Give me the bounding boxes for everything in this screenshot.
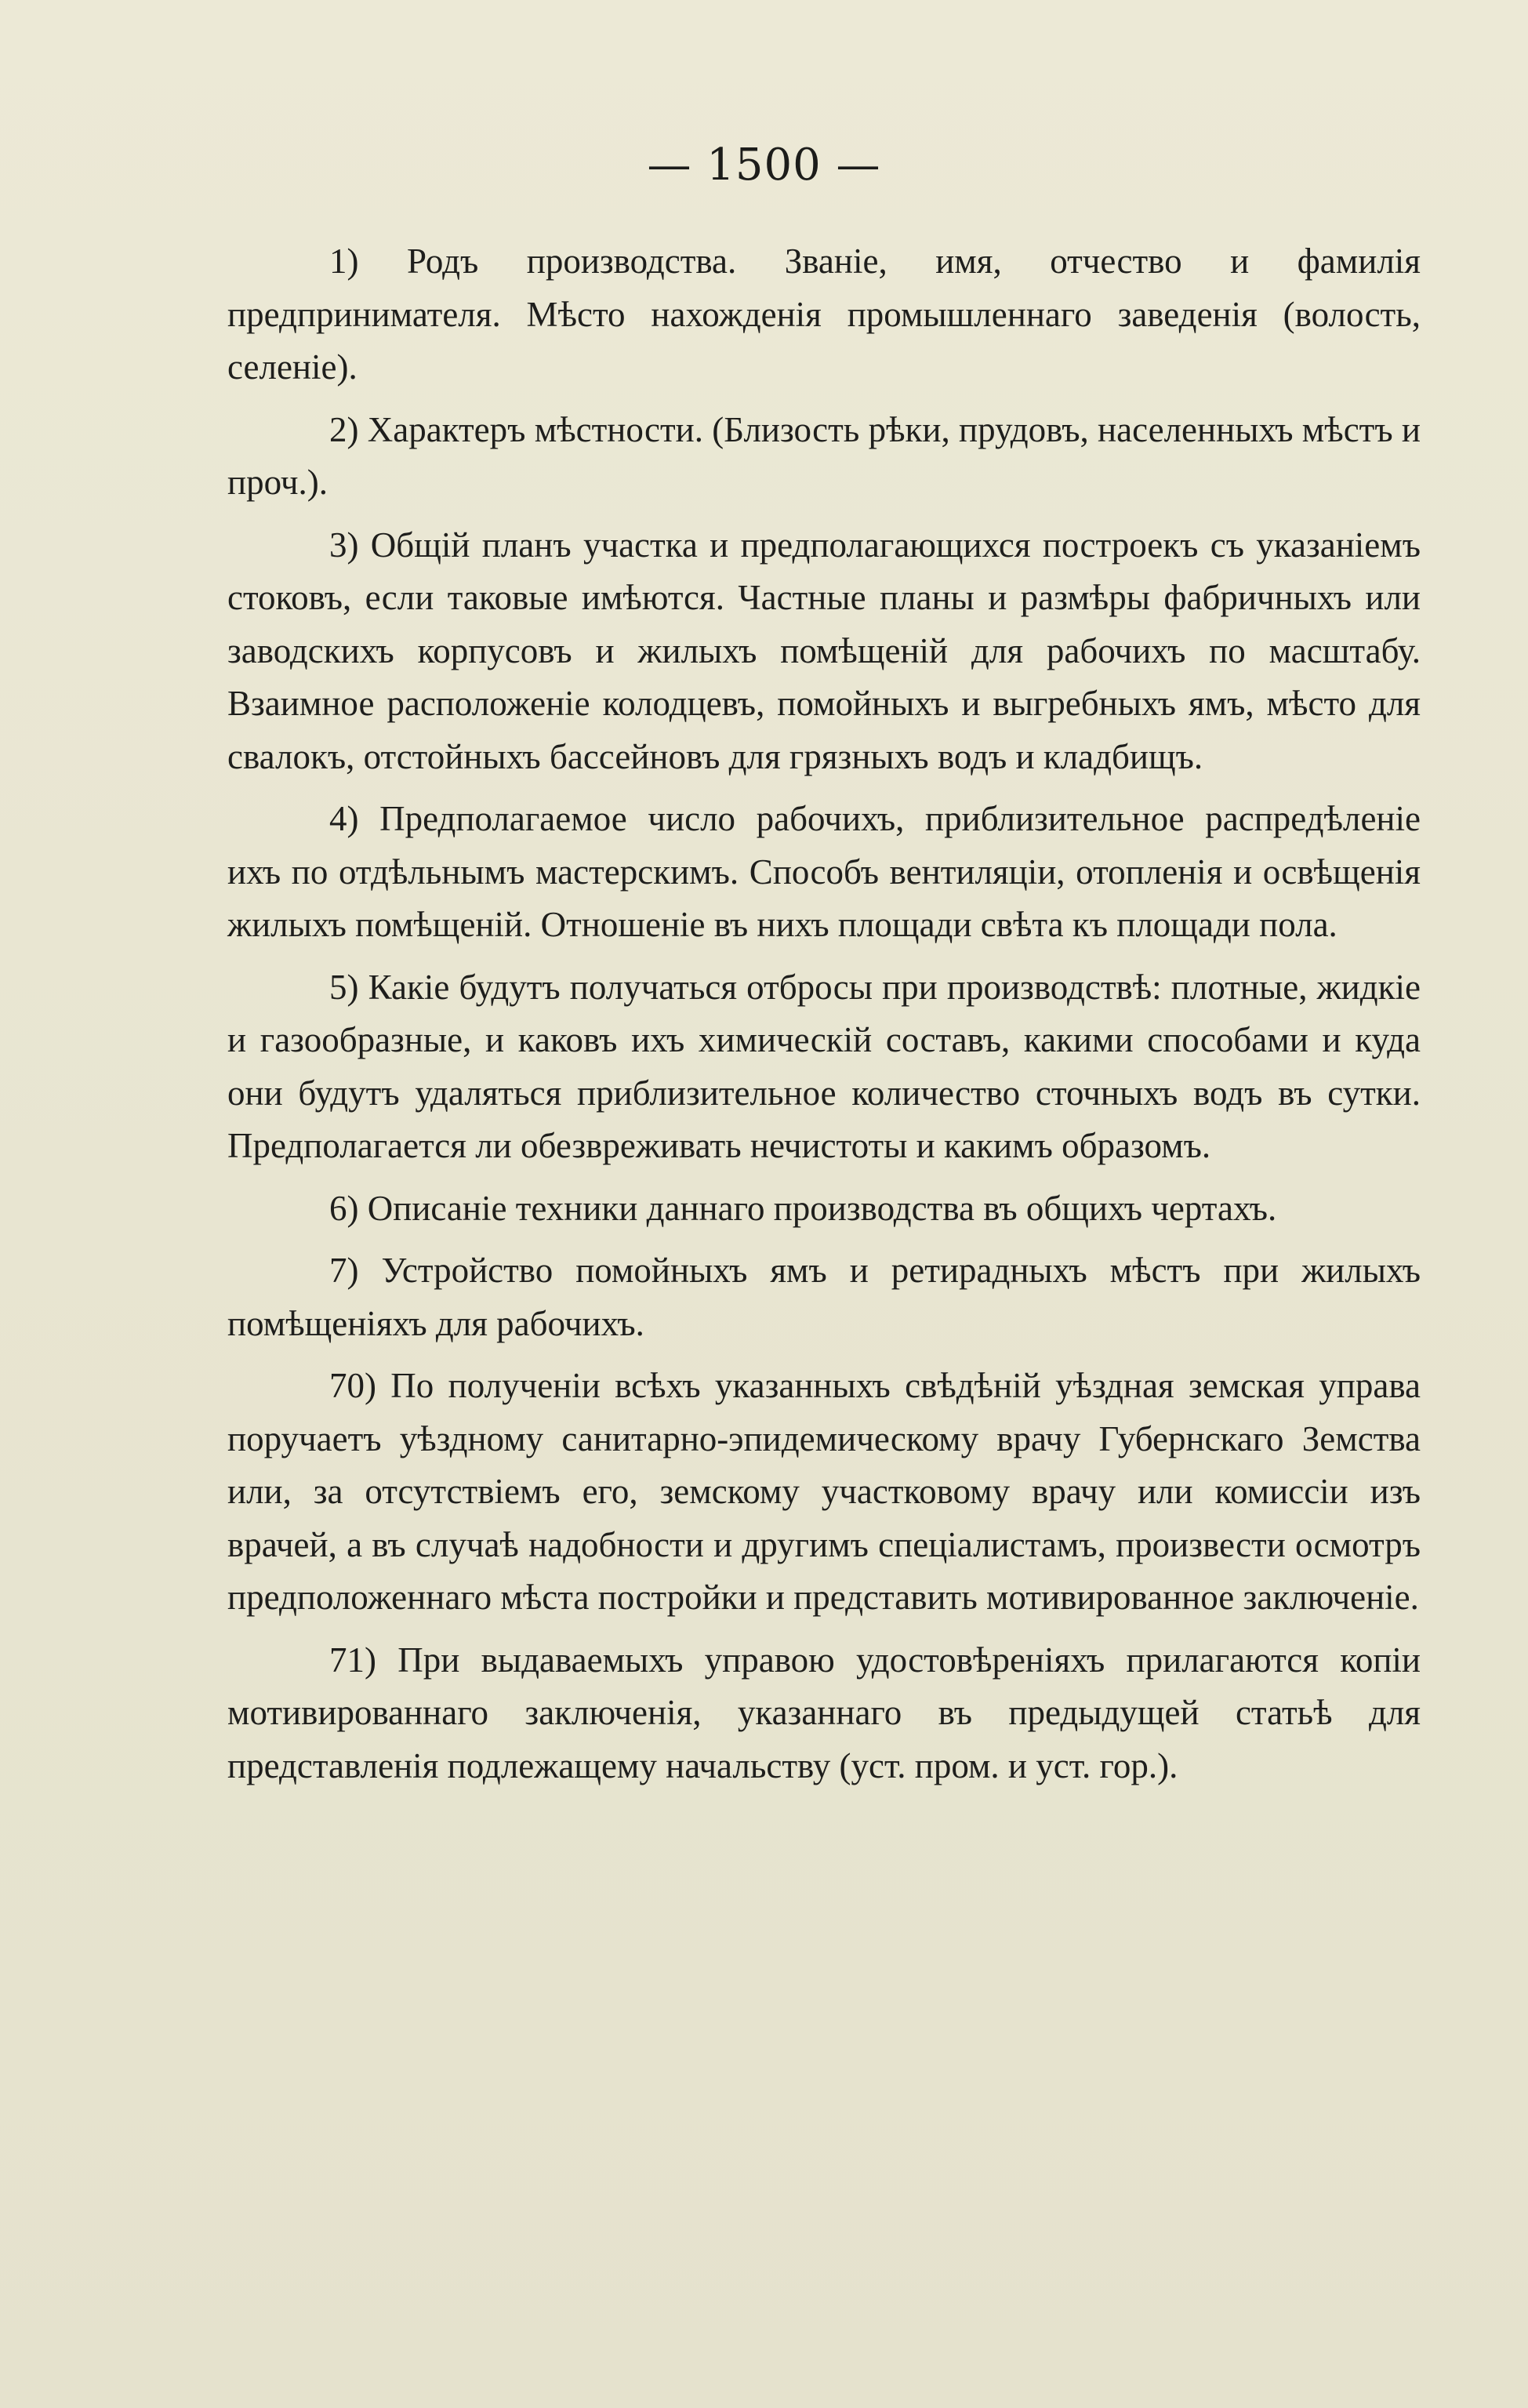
paragraph-1: 1) Родъ производства. Званіе, имя, отчество и фамилія предпринимателя. Мѣсто нахожденія промышленнаго заведенія (волость, селеніе). [227,242,1421,387]
paragraph-3: 3) Общій планъ участка и предполагающихся построекъ съ указаніемъ стоковъ, если таковые имѣются. Частные планы и размѣры фабричныхъ или заводскихъ корпусовъ и жилыхъ помѣщеній для рабочихъ по масштабу. Взаимное расположеніе колодцевъ, помойныхъ и выгребныхъ ямъ, мѣсто для свалокъ, отстойныхъ бассейновъ для грязныхъ водъ и кладбищъ. [227,525,1421,776]
paragraph-4: 4) Предполагаемое число рабочихъ, приблизительное распредѣленіе ихъ по отдѣльнымъ мастерскимъ. Способъ вентиляціи, отопленія и освѣщенія жилыхъ помѣщеній. Отношеніе въ нихъ площади свѣта къ площади пола. [227,799,1421,944]
paragraph-6: 6) Описаніе техники даннаго производства въ общихъ чертахъ. [329,1188,1277,1228]
page-number: — 1500 — [647,140,881,191]
paragraph-7: 7) Устройство помойныхъ ямъ и ретирадныхъ мѣстъ при жилыхъ помѣщеніяхъ для рабочихъ. [227,1251,1421,1343]
paragraph-71: 71) При выдаваемыхъ управою удостовѣреніяхъ прилагаются копіи мотивированнаго заключенія, указаннаго въ предыдущей статьѣ для представленія подлежащему начальству (уст. пром. и уст. гор.). [227,1640,1421,1785]
paragraph-2: 2) Характеръ мѣстности. (Близость рѣки, прудовъ, населенныхъ мѣстъ и проч.). [227,409,1421,502]
paragraph-70: 70) По полученіи всѣхъ указанныхъ свѣдѣній уѣздная земская управа поручаетъ уѣздному санитарно-эпидемическому врачу Губернскаго Земства или, за отсутствіемъ его, земскому участковому врачу или комиссіи изъ врачей, а въ случаѣ надобности и другимъ спеціалистамъ, произвести осмотръ предположеннаго мѣста постройки и представить мотивированное заключеніе. [227,1366,1421,1617]
paragraph-5: 5) Какіе будутъ получаться отбросы при производствѣ: плотные, жидкіе и газообразные, и каковъ ихъ химическій составъ, какими способами и куда они будутъ удаляться приблизительное количество сточныхъ водъ въ сутки. Предполагается ли обезвреживать нечистоты и какимъ образомъ. [227,967,1421,1165]
body-text [227,235,1421,1802]
